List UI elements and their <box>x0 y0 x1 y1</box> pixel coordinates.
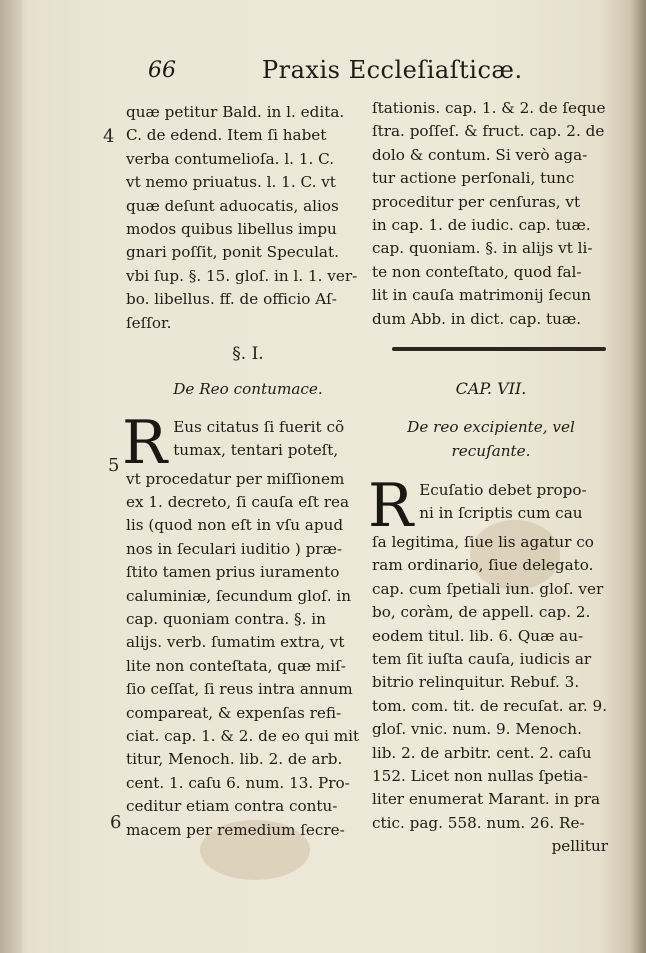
catchword: pellitur <box>551 837 608 856</box>
text-line: gloſ. vnic. num. 9. Menoch. <box>372 720 582 739</box>
chapter-heading: CAP. VII. <box>455 378 527 398</box>
text-line: cap. quoniam contra. §. in <box>126 610 326 629</box>
margin-number: 5 <box>108 455 120 476</box>
text-line: tumax, tentari poteſt, <box>173 441 339 460</box>
text-line: ciat. cap. 1. & 2. de eo qui mit <box>126 726 360 745</box>
text-line: tur actione perſonali, tunc <box>372 169 575 188</box>
text-line: compareat, & expenſas refi- <box>126 703 342 722</box>
page-number: 66 <box>148 58 176 83</box>
text-line: ſeſſor. <box>126 313 172 332</box>
text-line: ctic. pag. 558. num. 26. Re- <box>372 813 585 832</box>
margin-number: 4 <box>103 126 115 147</box>
text-line: C. de edend. Item ſi habet <box>126 126 327 145</box>
text-line: cap. cum ſpetiali iun. gloſ. ver <box>372 579 604 598</box>
text-line: quæ petitur Bald. in l. edita. <box>126 103 345 121</box>
text-line: lib. 2. de arbitr. cent. 2. caſu <box>372 743 592 762</box>
chapter-body <box>368 471 610 858</box>
text-line: tem ſit iuſta cauſa, iudicis ar <box>372 650 592 669</box>
text-line: ram ordinario, ſiue delegato. <box>372 556 594 575</box>
text-line: tom. com. tit. de recuſat. ar. 9. <box>372 696 608 715</box>
margin-number: 6 <box>110 812 122 833</box>
text-line: Ecuſatio debet propo- <box>419 481 587 500</box>
text-line: ſio ceſſat, ſi reus intra annum <box>126 680 353 699</box>
chapter-title: De reo excipiente, vel <box>407 418 575 437</box>
text-line: cap. quoniam. §. in alijs vt li- <box>372 239 593 258</box>
text-line: Eus citatus ſi fuerit cõ <box>173 417 345 436</box>
text-line: modos quibus libellus impu <box>126 219 337 238</box>
right-column <box>368 97 610 859</box>
running-head: Praxis Eccleſiaſticæ. <box>262 56 523 84</box>
text-line: quæ deſunt aduocatis, alios <box>126 196 339 215</box>
text-line: lite non conteſtata, quæ miſ- <box>126 656 346 675</box>
left-column <box>122 101 370 842</box>
text-line: te non conteſtato, quod fal- <box>372 262 582 281</box>
section-mark: §. I. <box>232 343 264 364</box>
drop-cap: R <box>368 471 414 542</box>
text-line: dum Abb. in dict. cap. tuæ. <box>372 309 582 328</box>
text-line: ex 1. decreto, ſi cauſa eſt rea <box>126 493 350 512</box>
text-line: ſtito tamen prius iuramento <box>126 563 340 582</box>
text-line: vbi ſup. §. 15. gloſ. in l. 1. ver- <box>126 266 358 285</box>
text-line: vt procedatur per miſſionem <box>126 469 345 488</box>
text-line: 152. Licet non nullas ſpetia- <box>372 766 588 785</box>
page-header <box>0 56 646 90</box>
text-line: alijs. verb. ſumatim extra, vt <box>126 633 345 652</box>
text-line: verba contumelioſa. l. 1. C. <box>126 149 335 168</box>
text-line: vt nemo priuatus. l. 1. C. vt <box>126 173 336 192</box>
text-line: liter enumerat Marant. in pra <box>372 790 601 809</box>
text-line: ceditur etiam contra contu- <box>126 797 338 816</box>
text-line: eodem titul. lib. 6. Quæ au- <box>372 626 584 645</box>
chapter-title: recuſante. <box>451 441 531 460</box>
text-line: bo. libellus. ff. de officio Aſ- <box>126 290 337 309</box>
text-line: dolo & contum. Si verò aga- <box>372 145 588 164</box>
text-line: proceditur per cenſuras, vt <box>372 192 581 211</box>
text-line: titur, Menoch. lib. 2. de arb. <box>126 750 343 769</box>
text-line: bitrio relinquitur. Rebuf. 3. <box>372 673 580 692</box>
text-line: ni in ſcriptis cum cau <box>419 504 583 523</box>
text-line: cent. 1. caſu 6. num. 13. Pro- <box>126 773 350 792</box>
text-line: in cap. 1. de iudic. cap. tuæ. <box>372 215 591 234</box>
text-line: ſa legitima, ſiue lis agatur co <box>372 533 594 552</box>
text-line: lit in cauſa matrimonij ſecun <box>372 286 592 305</box>
text-line: gnari poſſit, ponit Speculat. <box>126 243 339 262</box>
text-line: macem per remedium ſecre- <box>126 820 345 839</box>
text-line: ſtationis. cap. 1. & 2. de ſeque <box>372 99 606 117</box>
text-line: ſtra. poſſeſ. & fruct. cap. 2. de <box>372 122 605 141</box>
text-line: nos in ſeculari iuditio ) præ- <box>126 539 343 558</box>
chapter-divider-rule <box>392 347 606 351</box>
page-gutter-edge <box>0 0 22 953</box>
drop-cap: R <box>122 407 168 478</box>
text-line: bo, coràm, de appell. cap. 2. <box>372 603 591 622</box>
section-body <box>122 407 370 842</box>
text-line: caluminiæ, ſecundum gloſ. in <box>126 586 352 605</box>
section-title: De Reo contumace. <box>173 380 323 399</box>
text-line: lis (quod non eſt in vſu apud <box>126 516 344 535</box>
